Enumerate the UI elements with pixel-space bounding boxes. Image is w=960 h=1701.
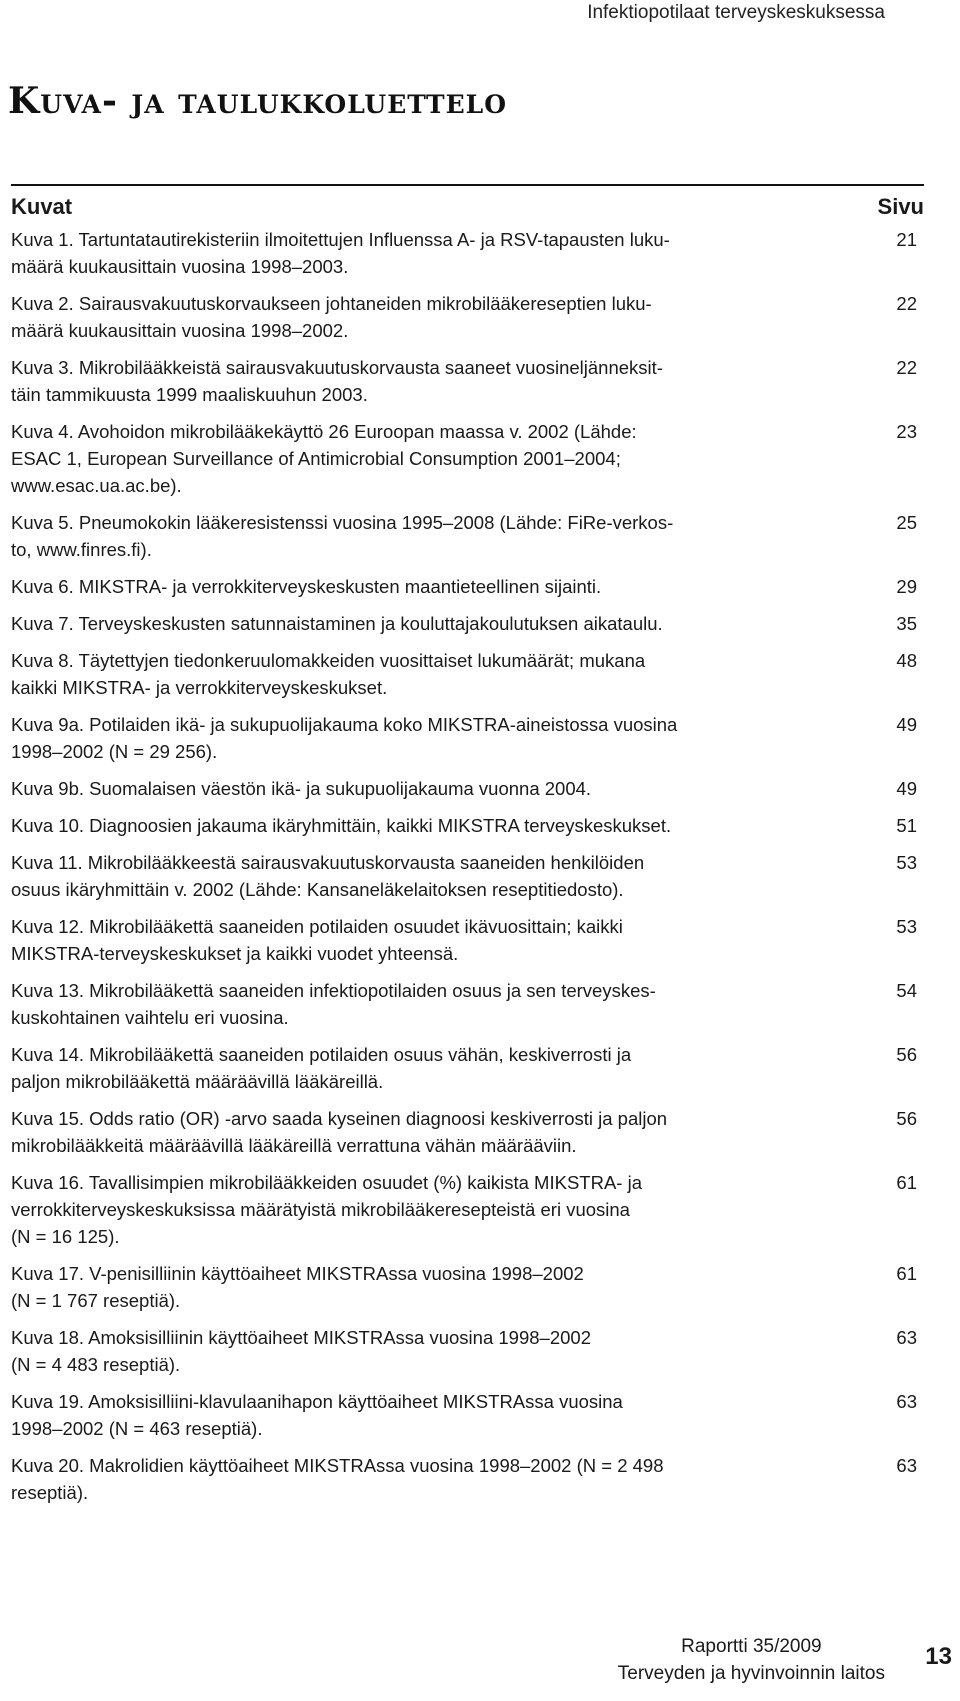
figure-entry: [11, 1105, 924, 1159]
column-header-page: Sivu: [877, 194, 924, 219]
figure-entry-page: 23: [896, 421, 917, 442]
figure-entry-page: 56: [896, 1044, 917, 1065]
figure-entry-line: Kuva 11. Mikrobilääkkeestä sairausvakuutuskorvausta saaneiden henkilöiden: [11, 852, 645, 873]
figure-entry-page: 61: [896, 1172, 917, 1193]
figure-entry-text: [11, 354, 826, 408]
figure-entry-line: mikrobilääkkeitä määräävillä lääkäreillä verrattuna vähän määrääviin.: [11, 1135, 577, 1156]
figure-entry-line: 1998–2002 (N = 463 reseptiä).: [11, 1418, 263, 1439]
figure-entry-page: 61: [896, 1263, 917, 1284]
figure-entry: [11, 1169, 924, 1250]
figure-entry-line: to, www.finres.fi).: [11, 539, 152, 560]
figure-entry: [11, 977, 924, 1031]
figure-entry-page: 35: [896, 613, 917, 634]
figure-entry-text: [11, 977, 826, 1031]
figure-entry-line: Kuva 9b. Suomalaisen väestön ikä- ja sukupuolijakauma vuonna 2004.: [11, 778, 592, 799]
figure-entry-page: 53: [896, 852, 917, 873]
figure-entry-page: 63: [896, 1327, 917, 1348]
figure-entry-line: Kuva 19. Amoksisilliini-klavulaanihapon käyttöaiheet MIKSTRAssa vuosina: [11, 1391, 623, 1412]
figure-entry-line: Kuva 5. Pneumokokin lääkeresistenssi vuosina 1995–2008 (Lähde: FiRe-verkos-: [11, 512, 674, 533]
figure-entry-page: 25: [896, 512, 917, 533]
figure-entry-page: 21: [896, 229, 917, 250]
figure-entry-line: osuus ikäryhmittäin v. 2002 (Lähde: Kansaneläkelaitoksen reseptitiedosto).: [11, 879, 624, 900]
figure-entry: [11, 913, 924, 967]
figure-entry-line: Kuva 14. Mikrobilääkettä saaneiden potilaiden osuus vähän, keskiverrosti ja: [11, 1044, 632, 1065]
figure-entry-line: ESAC 1, European Surveillance of Antimicrobial Consumption 2001–2004;: [11, 448, 621, 469]
figure-entry-line: Kuva 12. Mikrobilääkettä saaneiden potilaiden osuudet ikävuosittain; kaikki: [11, 916, 623, 937]
figure-entry-page: 49: [896, 714, 917, 735]
column-header-figures: Kuvat: [11, 194, 73, 219]
figure-entry: [11, 775, 924, 802]
figure-entry: [11, 1041, 924, 1095]
figure-entry: [11, 509, 924, 563]
figure-entry: [11, 610, 924, 637]
figure-entry: [11, 226, 924, 280]
figure-entry-line: (N = 16 125).: [11, 1226, 120, 1247]
figure-entry-text: [11, 1452, 826, 1506]
figure-entry-line: Kuva 7. Terveyskeskusten satunnaistaminen ja kouluttajakoulutuksen aikataulu.: [11, 613, 663, 634]
figure-list-header: [11, 184, 924, 220]
figure-entry-line: täin tammikuusta 1999 maaliskuuhun 2003.: [11, 384, 368, 405]
figure-entry: [11, 1452, 924, 1506]
figure-entry-text: [11, 418, 826, 499]
figure-entry-text: [11, 812, 826, 839]
figure-entry-page: 48: [896, 650, 917, 671]
figure-entry-line: Kuva 9a. Potilaiden ikä- ja sukupuolijakauma koko MIKSTRA-aineistossa vuosina: [11, 714, 678, 735]
figure-entry-line: kuskohtainen vaihtelu eri vuosina.: [11, 1007, 289, 1028]
figure-entry-text: [11, 1324, 826, 1378]
figure-entry-text: [11, 610, 826, 637]
figure-entry: [11, 1260, 924, 1314]
figure-entry-text: [11, 647, 826, 701]
figure-entry: [11, 849, 924, 903]
figure-entry-line: Kuva 17. V-penisilliinin käyttöaiheet MIKSTRAssa vuosina 1998–2002: [11, 1263, 584, 1284]
figure-entry-page: 63: [896, 1455, 917, 1476]
figure-entry: [11, 418, 924, 499]
figure-entry-text: [11, 573, 826, 600]
figure-entry-page: 49: [896, 778, 917, 799]
figure-entry-line: kaikki MIKSTRA- ja verrokkiterveyskeskukset.: [11, 677, 388, 698]
figure-list-rows: [11, 226, 924, 1506]
figure-entry: [11, 647, 924, 701]
figure-entry-page: 22: [896, 293, 917, 314]
figure-entry: [11, 1388, 924, 1442]
figure-entry: [11, 354, 924, 408]
figure-entry-page: 53: [896, 916, 917, 937]
figure-entry-text: [11, 1388, 826, 1442]
figure-entry-line: Kuva 1. Tartuntatautirekisteriin ilmoitettujen Influenssa A- ja RSV-tapausten luku-: [11, 229, 670, 250]
figure-entry: [11, 573, 924, 600]
figure-entry-page: 22: [896, 357, 917, 378]
publisher-name: Terveyden ja hyvinvoinnin laitos: [617, 1663, 885, 1684]
figure-entry-text: [11, 913, 826, 967]
figure-entry-line: Kuva 20. Makrolidien käyttöaiheet MIKSTRAssa vuosina 1998–2002 (N = 2 498: [11, 1455, 664, 1476]
report-number: Raportti 35/2009: [681, 1636, 822, 1657]
figure-entry-text: [11, 1105, 826, 1159]
figure-entry-text: [11, 290, 826, 344]
figure-entry-text: [11, 775, 826, 802]
figure-entry-line: verrokkiterveyskeskuksissa määrätyistä mikrobilääkeresepteistä eri vuosina: [11, 1199, 630, 1220]
figure-entry-line: reseptiä).: [11, 1482, 89, 1503]
figure-entry-page: 63: [896, 1391, 917, 1412]
figure-entry-line: Kuva 18. Amoksisilliinin käyttöaiheet MIKSTRAssa vuosina 1998–2002: [11, 1327, 591, 1348]
figure-entry-text: [11, 226, 826, 280]
figure-entry-line: Kuva 4. Avohoidon mikrobilääkekäyttö 26 Euroopan maassa v. 2002 (Lähde:: [11, 421, 637, 442]
figure-entry-line: www.esac.ua.ac.be).: [11, 475, 182, 496]
figure-entry-page: 54: [896, 980, 917, 1001]
figure-entry-line: Kuva 16. Tavallisimpien mikrobilääkkeiden osuudet (%) kaikista MIKSTRA- ja: [11, 1172, 642, 1193]
figure-entry-page: 56: [896, 1108, 917, 1129]
figure-entry-text: [11, 1041, 826, 1095]
figure-entry-text: [11, 1260, 826, 1314]
page-number: 13: [925, 1643, 952, 1670]
figure-entry: [11, 711, 924, 765]
figure-entry-text: [11, 849, 826, 903]
figure-entry-text: [11, 711, 826, 765]
figure-entry-line: määrä kuukausittain vuosina 1998–2003.: [11, 256, 349, 277]
figure-entry-line: Kuva 13. Mikrobilääkettä saaneiden infektiopotilaiden osuus ja sen terveyskes-: [11, 980, 656, 1001]
figure-entry-line: määrä kuukausittain vuosina 1998–2002.: [11, 320, 349, 341]
figure-entry-line: Kuva 3. Mikrobilääkkeistä sairausvakuutuskorvausta saaneet vuosineljänneksit-: [11, 357, 663, 378]
figure-entry-line: Kuva 8. Täytettyjen tiedonkeruulomakkeiden vuosittaiset lukumäärät; mukana: [11, 650, 646, 671]
figure-entry-line: Kuva 2. Sairausvakuutuskorvaukseen johtaneiden mikrobilääkereseptien luku-: [11, 293, 652, 314]
figure-entry-line: Kuva 6. MIKSTRA- ja verrokkiterveyskeskusten maantieteellinen sijainti.: [11, 576, 602, 597]
figure-entry-page: 51: [896, 815, 917, 836]
page-footer: [618, 1633, 885, 1687]
figure-entry-line: Kuva 10. Diagnoosien jakauma ikäryhmittäin, kaikki MIKSTRA terveyskeskukset.: [11, 815, 672, 836]
figure-list: [11, 184, 924, 1506]
figure-entry: [11, 1324, 924, 1378]
figure-entry-line: paljon mikrobilääkettä määräävillä lääkäreillä.: [11, 1071, 384, 1092]
figure-entry-line: MIKSTRA-terveyskeskukset ja kaikki vuodet yhteensä.: [11, 943, 459, 964]
figure-entry-page: 29: [896, 576, 917, 597]
figure-entry: [11, 812, 924, 839]
figure-entry-line: Kuva 15. Odds ratio (OR) -arvo saada kyseinen diagnoosi keskiverrosti ja paljon: [11, 1108, 668, 1129]
figure-entry-line: (N = 4 483 reseptiä).: [11, 1354, 181, 1375]
figure-entry-text: [11, 509, 826, 563]
figure-entry-text: [11, 1169, 826, 1250]
page-title: Kuva- ja taulukkoluettelo: [8, 80, 507, 122]
figure-entry-line: (N = 1 767 reseptiä).: [11, 1290, 181, 1311]
figure-entry: [11, 290, 924, 344]
figure-entry-line: 1998–2002 (N = 29 256).: [11, 741, 218, 762]
running-header: Infektiopotilaat terveyskeskuksessa: [587, 2, 885, 23]
